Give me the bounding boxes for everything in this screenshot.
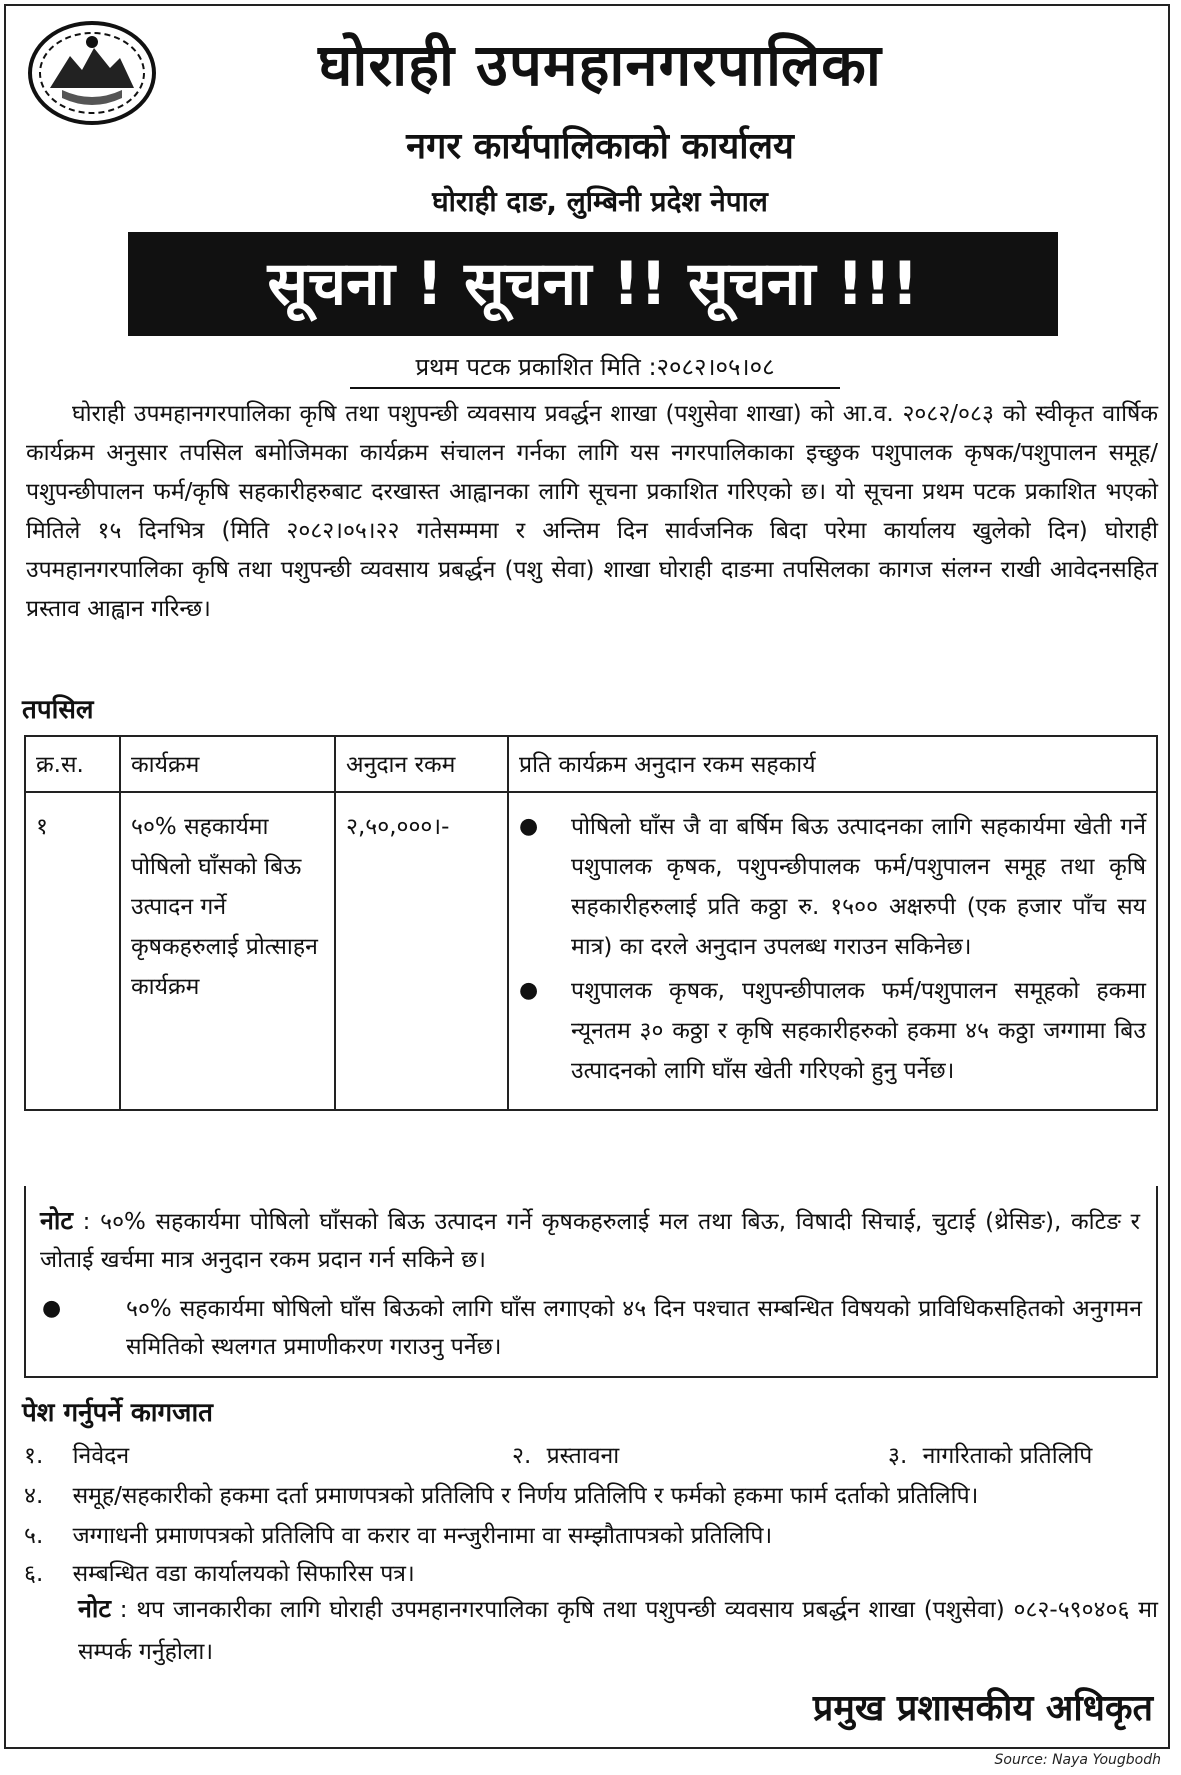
table-row [25,792,1157,1110]
table-header-row [25,736,1157,792]
final-note-text: थप जानकारीका लागि घोराही उपमहानगरपालिका कृषि तथा पशुपन्छी व्यवसाय प्रबर्द्धन शाखा (पशुसेवा) ०८२-५९०४०६ मा सम्पर्क गर्नुहोला। [78,1597,1158,1665]
doc-item-3 [888,1438,1092,1470]
note-2-text: ५०% सहकार्यमा षोषिलो घाँस बिऊको लागि घाँस लगाएको ४५ दिन पश्चात सम्बन्धित विषयको प्राविधिकसहितको अनुगमन समितिको स्थलगत प्रमाणीकरण गराउनु पर्नेछ। [126,1296,1142,1360]
nepal-emblem-icon [22,18,162,128]
list-item: ● पशुपालक कृषक, पशुपन्छीपालक फर्म/पशुपालन समूहको हकमा न्यूनतम ३० कठ्ठा र कृषि सहकारीहरुको हकमा ४५ कठ्ठा जग्गामा बिउ उत्पादनको लागि घाँस खेती गरिएको हुनु पर्नेछ। [571,971,1146,1091]
doc-text: प्रस्तावना [546,1443,620,1469]
office-subtitle: नगर कार्यपालिकाको कार्यालय [406,126,794,167]
final-note: नोट : थप जानकारीका लागि घोराही उपमहानगरपालिका कृषि तथा पशुपन्छी व्यवसाय प्रबर्द्धन शाखा (पशुसेवा) ०८२-५९०४०६ मा सम्पर्क गर्नुहोला। [78,1594,1158,1665]
doc-text: जग्गाधनी प्रमाणपत्रको प्रतिलिपि वा करार वा मन्जुरीनामा वा सम्झौतापत्रको प्रतिलिपि। [72,1523,773,1549]
signature-title: प्रमुख प्रशासकीय अधिकृत [812,1688,1153,1729]
header-program: कार्यक्रम [120,736,335,792]
intro-paragraph: घोराही उपमहानगरपालिका कृषि तथा पशुपन्छी व्यवसाय प्रवर्द्धन शाखा (पशुसेवा शाखा) को आ.व. २०८२/०८३ को स्वीकृत वार्षिक कार्यक्रम अनुसार तपसिल बमोजिमका कार्यक्रम संचालन गर्नका लागि यस नगरपालिकाका इच्छुक पशुपालक कृषक/पशुपालन समूह/पशुपन्छीपालन फर्म/कृषि सहकारीहरुबाट दरखास्त आह्वानका लागि सूचना प्रकाशित गरिएको छ। यो सूचना प्रथम पटक प्रकाशित भएको मितिले १५ दिनभित्र (मिति २०८२।०५।२२ गतेसम्ममा र अन्तिम दिन सार्वजनिक बिदा परेमा कार्यालय खुलेको दिन) घोराही उपमहानगरपालिका कृषि तथा पशुपन्छी व्यवसाय प्रबर्द्धन (पशु सेवा) शाखा घोराही दाङमा तपसिलका कागज संलग्न राखी आवेदनसहित प्रस्ताव आह्वान गरिन्छ। [26,401,1158,622]
doc-item-5 [24,1518,772,1550]
notes-box [24,1186,1158,1378]
doc-item-1 [24,1438,129,1470]
doc-text: निवेदन [72,1443,130,1469]
doc-num: २. [512,1443,532,1469]
doc-num: १. [24,1443,44,1469]
notice-banner: सूचना ! सूचना !! सूचना !!! [128,232,1058,336]
note-1: नोट : ५०% सहकार्यमा पोषिलो घाँसको बिऊ उत्पादन गर्ने कृषकहरुलाई मल तथा बिऊ, विषादी सिचाई, चुटाई (थ्रेसिङ), कटिङ र जोताई खर्चमा मात्र अनुदान रकम प्रदान गर्न सकिने छ। [40,1206,1141,1273]
doc-num: ४. [24,1483,44,1509]
cell-program: ५०% सहकार्यमा पोषिलो घाँसको बिऊ उत्पादन गर्ने कृषकहरुलाई प्रोत्साहन कार्यक्रम [120,792,335,1110]
doc-num: ५. [24,1523,44,1549]
bullet-icon: ● [42,1296,62,1321]
doc-item-2 [512,1438,619,1470]
doc-item-6 [24,1556,415,1588]
list-item: ● पोषिलो घाँस जै वा बर्षिम बिऊ उत्पादनका लागि सहकार्यमा खेती गर्ने पशुपालक कृषक, पशुपन्छीपालक फर्म/पशुपालन समूह तथा कृषि सहकारीहरुलाई प्रति कठ्ठा रु. १५०० अक्षरुपी (एक हजार पाँच सय मात्र) का दरले अनुदान उपलब्ध गराउन सकिनेछ। [571,807,1146,967]
header-terms: प्रति कार्यक्रम अनुदान रकम सहकार्य [508,736,1157,792]
publish-date: प्रथम पटक प्रकाशित मिति :२०८२।०५।०८ [350,350,840,389]
doc-text: सम्बन्धित वडा कार्यालयको सिफारिस पत्र। [72,1561,415,1587]
source-credit: Source: Naya Yougbodh [994,1752,1161,1768]
doc-text: समूह/सहकारीको हकमा दर्ता प्रमाणपत्रको प्रतिलिपि र निर्णय प्रतिलिपि र फर्मको हकमा फार्म दर्ताको प्रतिलिपि। [72,1483,979,1509]
cell-terms [508,792,1157,1110]
office-address: घोराही दाङ, लुम्बिनी प्रदेश नेपाल [432,185,768,218]
documents-heading: पेश गर्नुपर्ने कागजात [22,1398,214,1428]
doc-text: नागरिताको प्रतिलिपि [922,1443,1093,1469]
program-table [24,735,1158,1111]
doc-num: ३. [888,1443,908,1469]
doc-num: ६. [24,1561,44,1587]
municipality-title: घोराही उपमहानगरपालिका [318,31,882,99]
details-heading: तपसिल [22,695,94,725]
note-label: नोट [40,1206,73,1235]
terms-list [519,807,1146,1091]
header-sn: क्र.स. [25,736,120,792]
doc-item-4 [24,1478,978,1510]
cell-amount: २,५०,०००।- [335,792,508,1110]
cell-sn: १ [25,792,120,1110]
header-amount: अनुदान रकम [335,736,508,792]
note-1-text: ५०% सहकार्यमा पोषिलो घाँसको बिऊ उत्पादन गर्ने कृषकहरुलाई मल तथा बिऊ, विषादी सिचाई, चुटाई (थ्रेसिङ), कटिङ र जोताई खर्चमा मात्र अनुदान रकम प्रदान गर्न सकिने छ। [40,1209,1141,1273]
final-note-label: नोट [78,1594,111,1623]
